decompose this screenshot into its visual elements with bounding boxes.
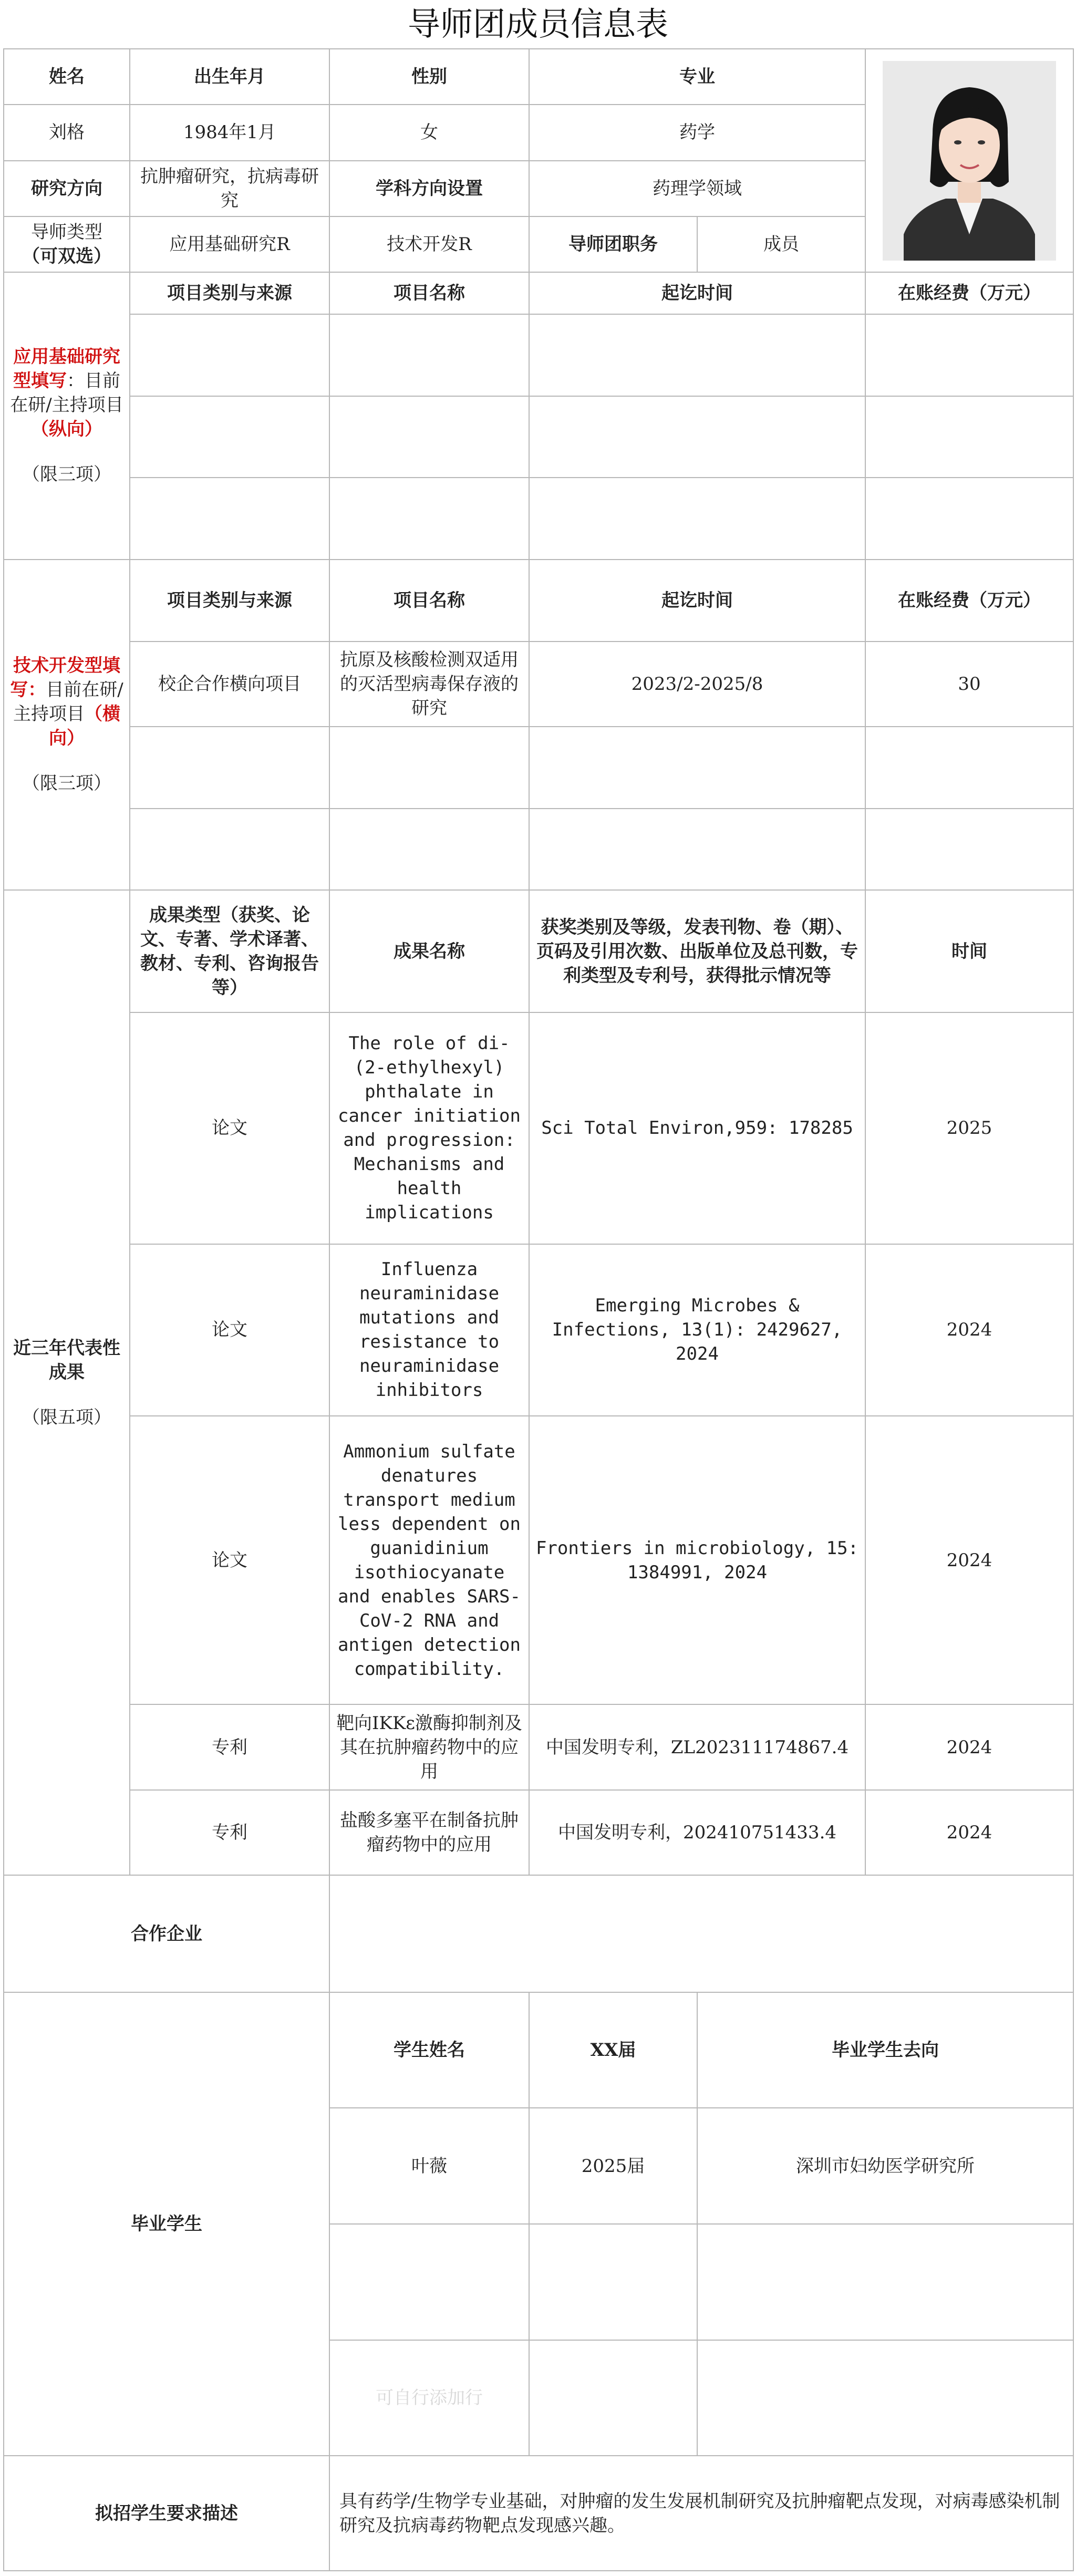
achievements-section-label [4,890,130,1875]
birth-value: 1984年1月 [130,105,329,160]
requirements-label: 拟招学生要求描述 [4,2456,329,2571]
applied-side-red-2: （纵向） [31,419,102,440]
achievement-1-type: 论文 [130,1012,329,1244]
tech-side-red-1: 技术开发型填写： [10,655,120,701]
tech-row3-source [130,809,329,890]
tech-row1-name: 抗原及核酸检测双适用的灭活型病毒保存液的研究 [329,642,529,727]
achievement-3-name: Ammonium sulfate denatures transport medium less dependent on guanidinium isothiocyanate and enables SARS-CoV-2 RNA and antigen detection compatibility. [329,1416,529,1704]
graduate-1-destination: 深圳市妇幼医学研究所 [697,2108,1073,2224]
achievement-1-name: The role of di-(2-ethylhexyl) phthalate in cancer initiation and progression: Mechanisms and health implications [329,1012,529,1244]
mentor-type-label [4,216,130,272]
table-row [4,1704,1073,1789]
photo-cell [865,49,1073,272]
graduates-label: 毕业学生 [4,1992,329,2456]
achievement-1-time: 2025 [865,1012,1073,1244]
tech-header-source: 项目类别与来源 [130,560,329,642]
graduate-2-name [329,2224,529,2340]
applied-row2-funds [865,396,1073,478]
table-row [4,1244,1073,1416]
mentor-type-label-note: （可双选） [22,245,111,267]
tech-header-period: 起讫时间 [529,560,865,642]
graduate-2-class [529,2224,697,2340]
page-title: 导师团成员信息表 [407,5,668,43]
mentor-info-form [3,48,1074,2571]
applied-row1-source [130,314,329,396]
achievement-4-name: 靶向IKKε激酶抑制剂及其在抗肿瘤药物中的应用 [329,1704,529,1789]
requirements-value: 具有药学/生物学专业基础，对肿瘤的发生发展机制研究及抗肿瘤靶点发现，对病毒感染机制研究及抗病毒药物靶点发现感兴趣。 [329,2456,1073,2571]
tech-header-name: 项目名称 [329,560,529,642]
table-row [4,396,1073,478]
tech-section-label [4,560,130,891]
achievement-2-detail: Emerging Microbes & Infections, 13(1): 2429627, 2024 [529,1244,865,1416]
applied-row2-source [130,396,329,478]
tech-row3-funds [865,809,1073,890]
achievement-3-type: 论文 [130,1416,329,1704]
applied-row3-name [329,478,529,559]
gender-value: 女 [329,105,529,160]
achievements-header-type: 成果类型（获奖、论文、专著、学术译著、教材、专利、咨询报告等） [130,890,329,1012]
achievement-2-name: Influenza neuraminidase mutations and resistance to neuraminidase inhibitors [329,1244,529,1416]
mentor-type-tech: 技术开发R [329,216,529,272]
applied-header-funds: 在账经费（万元） [865,272,1073,314]
applied-side-limit: （限三项） [22,464,111,485]
cooperation-label: 合作企业 [4,1875,329,1992]
research-value: 抗肿瘤研究，抗病毒研究 [130,161,329,216]
tech-row2-source [130,727,329,808]
achievement-4-time: 2024 [865,1704,1073,1789]
achievements-header-name: 成果名称 [329,890,529,1012]
applied-header-source: 项目类别与来源 [130,272,329,314]
discipline-value: 药理学领域 [529,161,865,216]
add-row-hint: 可自行添加行 [329,2340,529,2456]
achievement-5-time: 2024 [865,1790,1073,1875]
team-role-value: 成员 [697,216,865,272]
achievement-5-detail: 中国发明专利，202410751433.4 [529,1790,865,1875]
mentor-type-applied: 应用基础研究R [130,216,329,272]
applied-row2-name [329,396,529,478]
table-row [4,1416,1073,1704]
table-row [4,314,1073,396]
applied-row3-period [529,478,865,559]
applied-row1-period [529,314,865,396]
gender-label: 性别 [329,49,529,105]
graduates-header-destination: 毕业学生去向 [697,1992,1073,2108]
research-label: 研究方向 [4,161,130,216]
table-row [4,642,1073,727]
applied-row1-funds [865,314,1073,396]
tech-row1-source: 校企合作横向项目 [130,642,329,727]
achievements-header-detail: 获奖类别及等级，发表刊物、卷（期）、页码及引用次数、出版单位及总刊数，专利类型及专利号，获得批示情况等 [529,890,865,1012]
graduates-header-class: XX届 [529,1992,697,2108]
tech-row1-funds: 30 [865,642,1073,727]
applied-header-period: 起讫时间 [529,272,865,314]
applied-row3-source [130,478,329,559]
achievement-5-name: 盐酸多塞平在制备抗肿瘤药物中的应用 [329,1790,529,1875]
major-label: 专业 [529,49,865,105]
table-row [4,809,1073,890]
applied-side-black-1: ：目前在研/主持项目 [10,370,123,416]
achievement-2-time: 2024 [865,1244,1073,1416]
name-value: 刘格 [4,105,130,160]
cooperation-value [329,1875,1073,1992]
birth-label: 出生年月 [130,49,329,105]
achievement-4-type: 专利 [130,1704,329,1789]
tech-side-black-1: 目前在研/主持项目 [13,679,123,725]
discipline-label: 学科方向设置 [329,161,529,216]
tech-row2-name [329,727,529,808]
tech-header-funds: 在账经费（万元） [865,560,1073,642]
graduate-3-class [529,2340,697,2456]
tech-row1-period: 2023/2-2025/8 [529,642,865,727]
applied-header-name: 项目名称 [329,272,529,314]
graduate-2-destination [697,2224,1073,2340]
applied-section-label [4,272,130,559]
graduate-1-name: 叶薇 [329,2108,529,2224]
achievement-3-time: 2024 [865,1416,1073,1704]
tech-row3-period [529,809,865,890]
applied-row3-funds [865,478,1073,559]
tech-side-red-2: （横向） [49,704,120,749]
portrait-photo-icon [883,61,1056,261]
achievements-header-time: 时间 [865,890,1073,1012]
table-row [4,1012,1073,1244]
applied-row1-name [329,314,529,396]
applied-row2-period [529,396,865,478]
tech-row2-period [529,727,865,808]
achievement-4-detail: 中国发明专利，ZL202311174867.4 [529,1704,865,1789]
tech-row3-name [329,809,529,890]
achievement-2-type: 论文 [130,1244,329,1416]
mentor-type-label-main: 导师类型 [31,221,102,243]
achievement-1-detail: Sci Total Environ,959: 178285 [529,1012,865,1244]
graduate-3-destination [697,2340,1073,2456]
tech-side-limit: （限三项） [22,773,111,794]
applied-side-red-1: 应用基础研究型填写 [13,346,120,392]
table-row [4,478,1073,559]
achievement-3-detail: Frontiers in microbiology, 15: 1384991, 2024 [529,1416,865,1704]
achievements-side-title: 近三年代表性成果 [13,1337,120,1383]
graduates-header-name: 学生姓名 [329,1992,529,2108]
major-value: 药学 [529,105,865,160]
table-row [4,727,1073,808]
graduate-1-class: 2025届 [529,2108,697,2224]
achievements-side-limit: （限五项） [22,1406,111,1428]
tech-row2-funds [865,727,1073,808]
table-row [4,1790,1073,1875]
name-label: 姓名 [4,49,130,105]
team-role-label: 导师团职务 [529,216,697,272]
achievement-5-type: 专利 [130,1790,329,1875]
